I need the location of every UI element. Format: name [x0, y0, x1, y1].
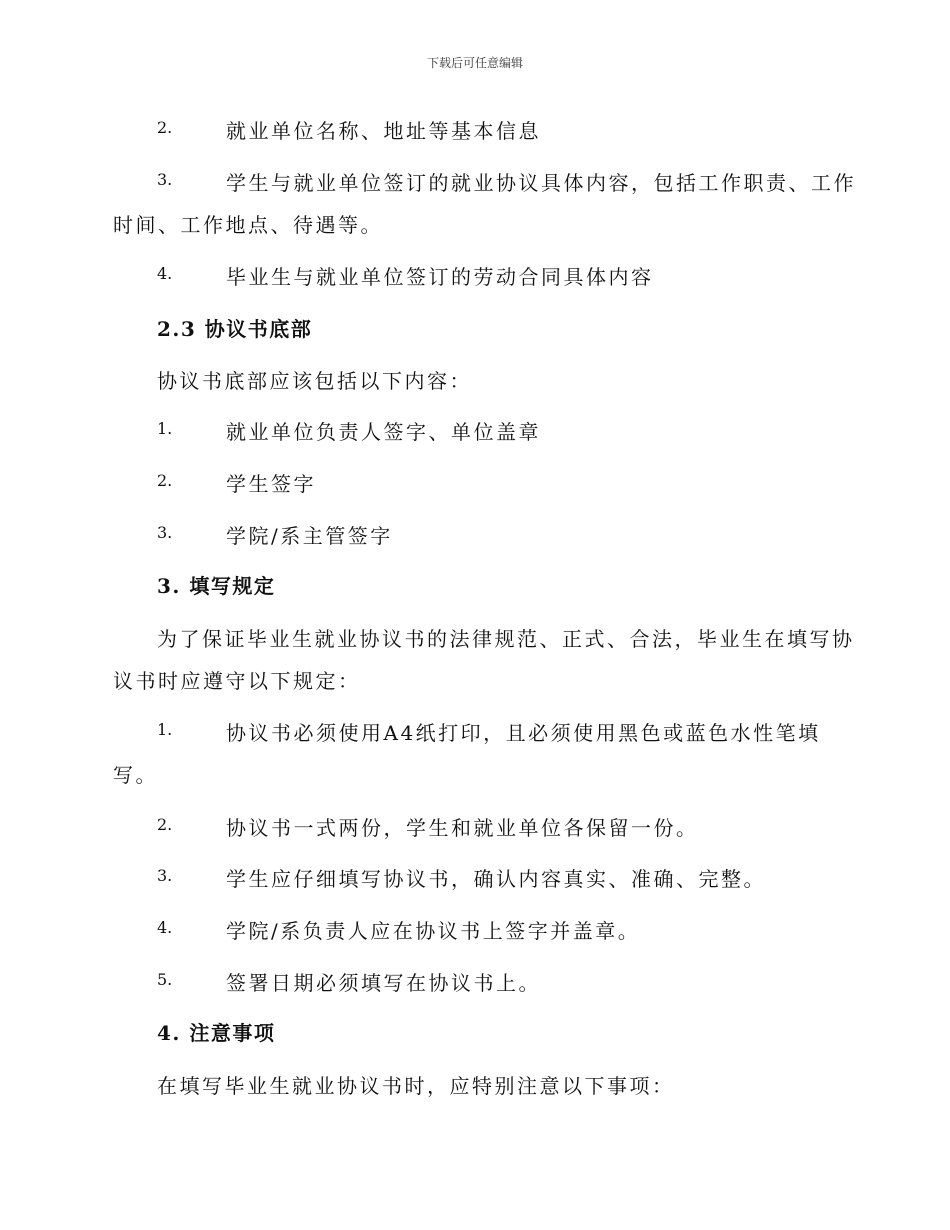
list-item-number: 1. — [157, 419, 173, 438]
list-item-number: 2. — [157, 815, 173, 834]
list-item-number: 3. — [157, 170, 173, 189]
list-item-text: 学生签字 — [226, 472, 316, 496]
list-item-text: 协议书必须使用A4纸打印，且必须使用黑色或蓝色水性笔填 — [226, 721, 821, 745]
page-header: 下载后可任意编辑 — [426, 56, 523, 70]
section-intro-continuation: 议书时应遵守以下规定： — [113, 669, 361, 693]
list-item-number: 4. — [157, 918, 173, 937]
list-item-text: 毕业生与就业单位签订的劳动合同具体内容 — [226, 265, 654, 289]
list-item-number: 2. — [157, 471, 173, 490]
list-item-number: 2. — [157, 118, 173, 137]
section-heading: 4. 注意事项 — [157, 1021, 276, 1045]
list-item-number: 4. — [157, 264, 173, 283]
list-item-number: 3. — [157, 523, 173, 542]
section-heading: 2.3 协议书底部 — [157, 317, 313, 341]
section-heading: 3. 填写规定 — [157, 574, 276, 598]
list-item-number: 5. — [157, 970, 173, 989]
list-item-text-continuation: 写。 — [113, 763, 158, 787]
section-intro: 为了保证毕业生就业协议书的法律规范、正式、合法，毕业生在填写协 — [157, 627, 855, 651]
list-item-text: 协议书一式两份，学生和就业单位各保留一份。 — [226, 816, 699, 840]
list-item-text: 学院/系主管签字 — [226, 524, 393, 548]
list-item-text: 就业单位负责人签字、单位盖章 — [226, 420, 541, 444]
section-intro: 在填写毕业生就业协议书时，应特别注意以下事项： — [157, 1074, 675, 1098]
list-item-number: 1. — [157, 720, 173, 739]
list-item-text: 学生与就业单位签订的就业协议具体内容，包括工作职责、工作 — [226, 171, 856, 195]
list-item-text: 签署日期必须填写在协议书上。 — [226, 971, 541, 995]
section-intro: 协议书底部应该包括以下内容： — [157, 369, 472, 393]
list-item-text-continuation: 时间、工作地点、待遇等。 — [113, 213, 383, 237]
list-item-text: 就业单位名称、地址等基本信息 — [226, 119, 541, 143]
list-item-text: 学生应仔细填写协议书，确认内容真实、准确、完整。 — [226, 867, 766, 891]
list-item-number: 3. — [157, 866, 173, 885]
list-item-text: 学院/系负责人应在协议书上签字并盖章。 — [226, 919, 641, 943]
